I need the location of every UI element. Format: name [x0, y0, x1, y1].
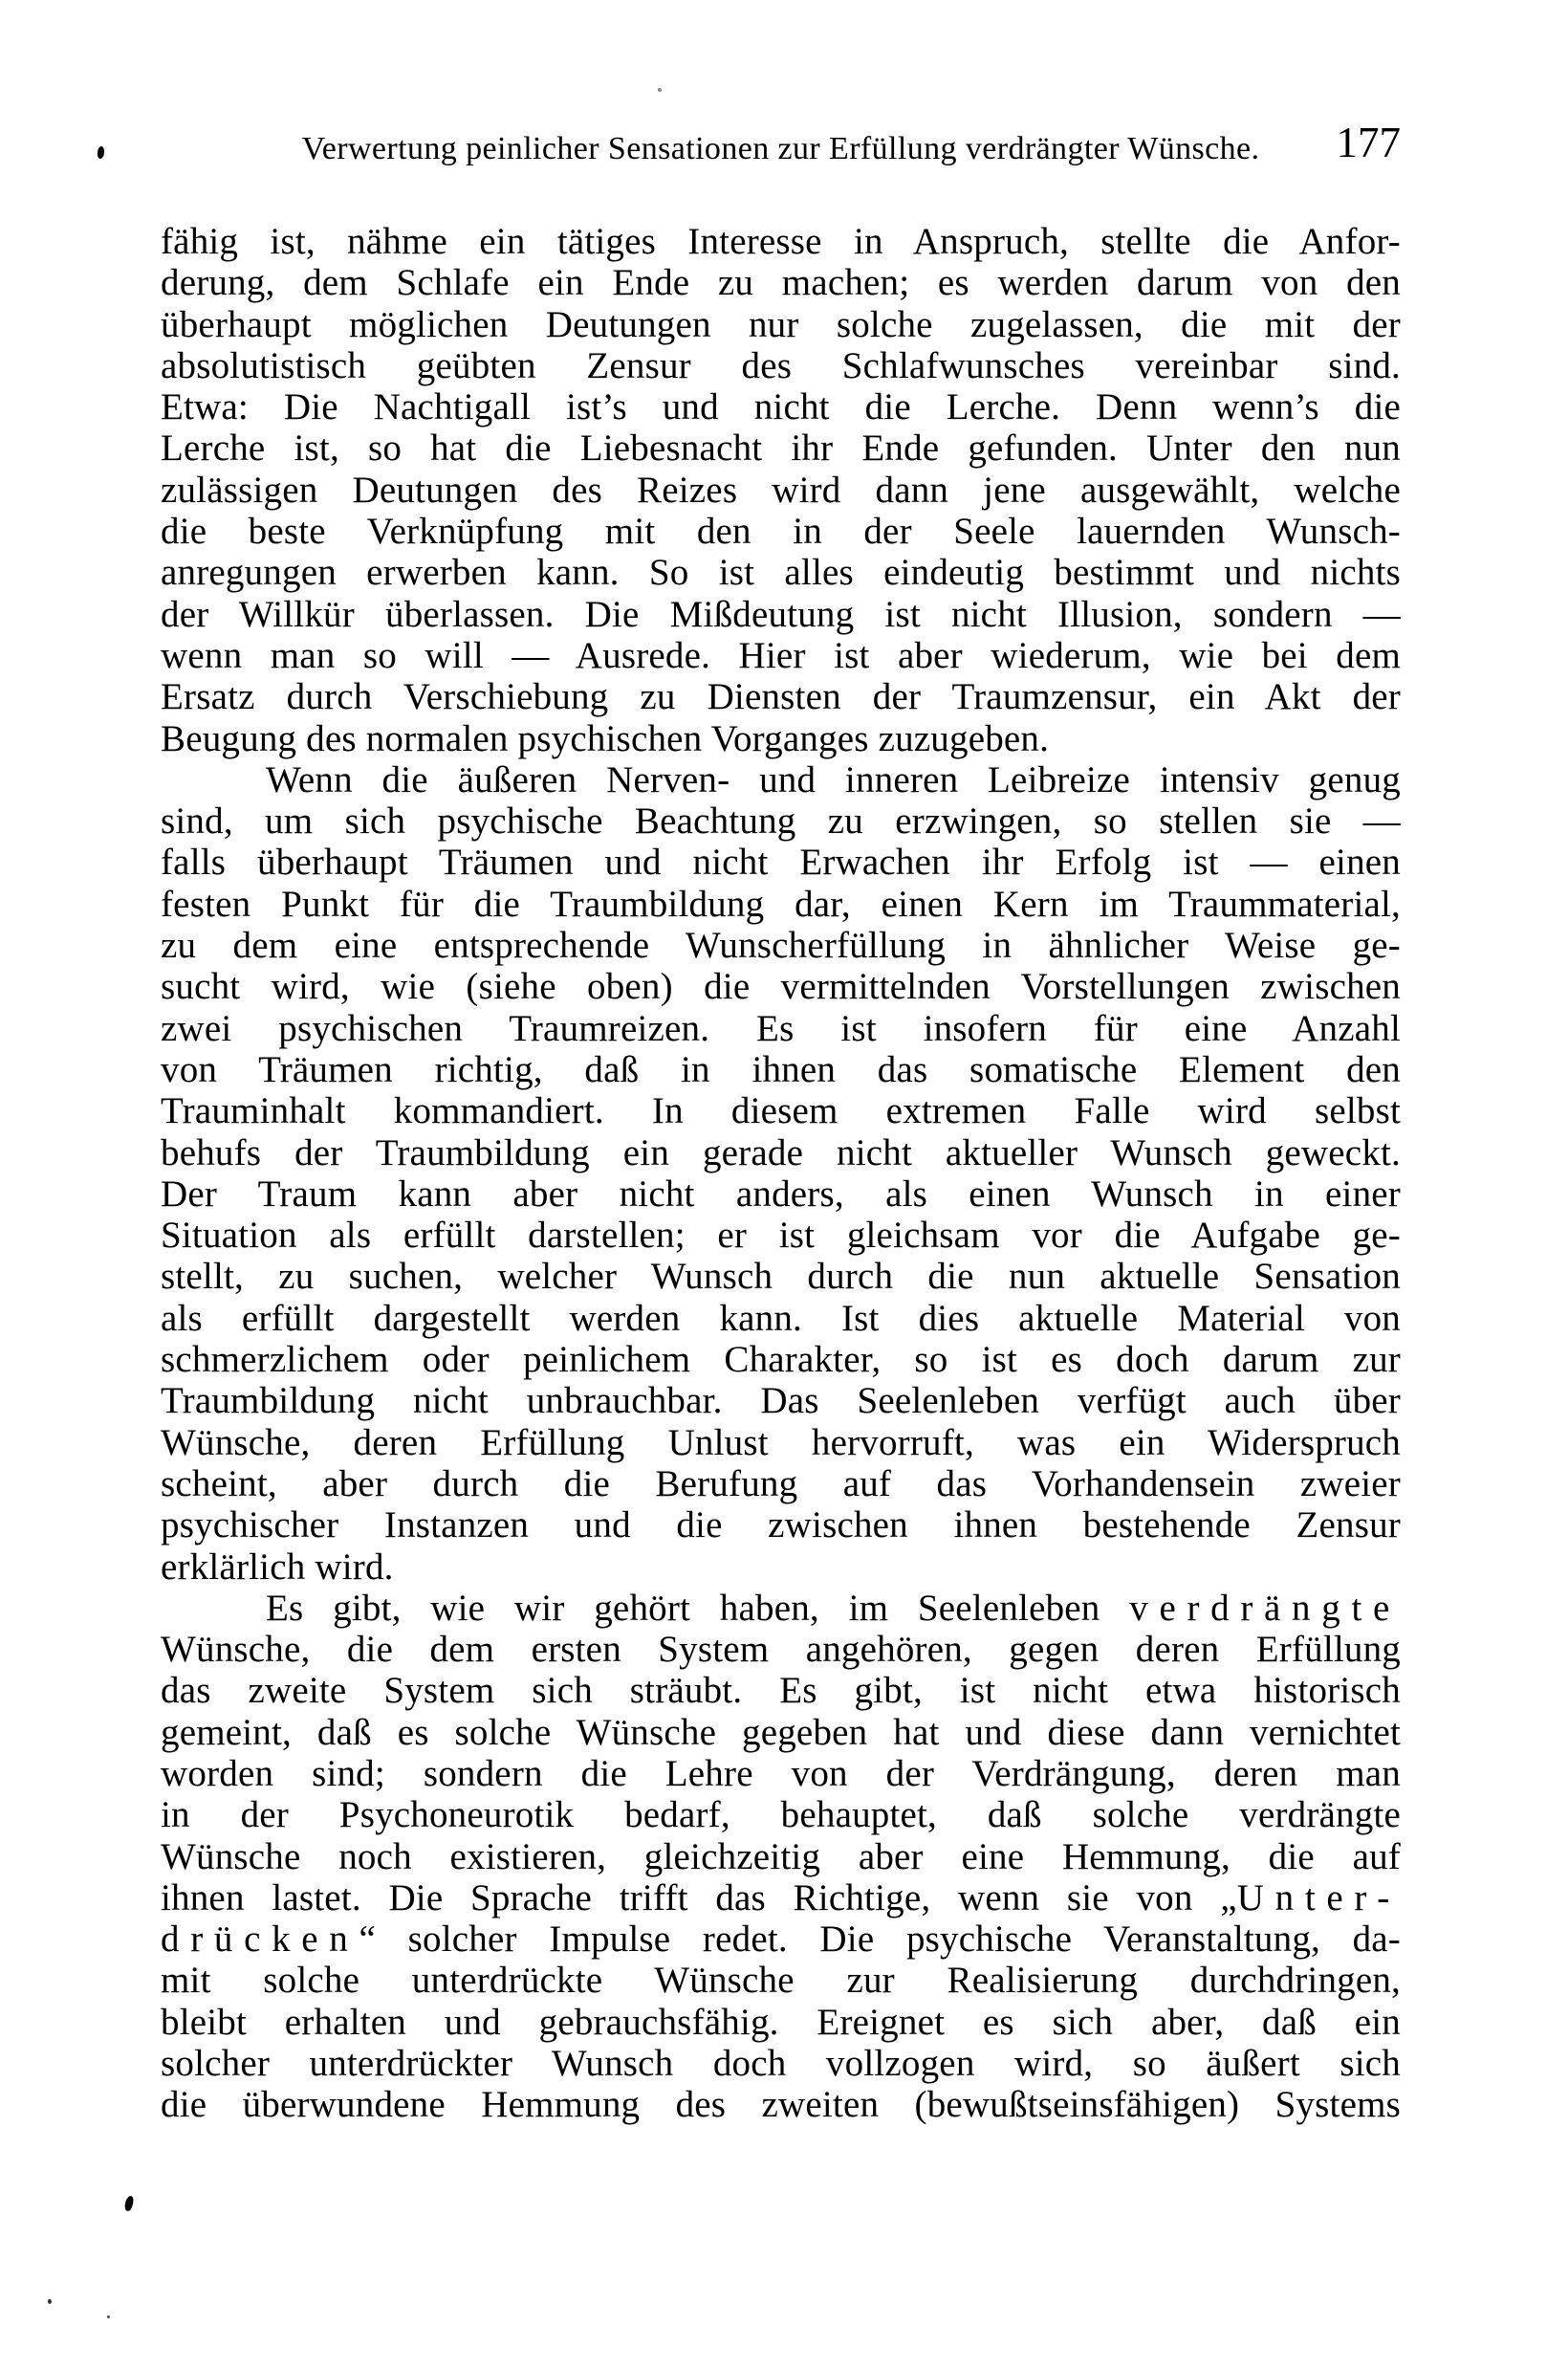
emphasized-spaced-text: verdrängte	[1129, 1587, 1401, 1629]
emphasized-spaced-text: drücken	[161, 1919, 359, 1961]
text-segment: zu dem eine entsprechende Wunscherfüllung in ähnlicher Weise ge-	[161, 925, 1401, 967]
page-body	[161, 221, 1401, 2126]
text-line	[161, 1960, 1401, 2001]
text-line	[161, 2002, 1401, 2043]
text-line	[161, 511, 1401, 552]
text-line	[161, 1008, 1401, 1049]
text-segment: mit solche unterdrückte Wünsche zur Realisierung durchdringen,	[161, 1960, 1401, 2002]
text-line	[161, 1753, 1401, 1794]
text-segment: Wünsche noch existieren, gleichzeitig aber eine Hemmung, die auf	[161, 1835, 1401, 1877]
text-segment: gemeint, daß es solche Wünsche gegeben hat und diese dann vernichtet	[161, 1711, 1401, 1753]
text-segment: stellt, zu suchen, welcher Wunsch durch die nun aktuelle Sensation	[161, 1256, 1401, 1298]
text-line	[161, 1712, 1401, 1753]
text-line	[161, 800, 1401, 842]
emphasized-spaced-text: Unter-	[1236, 1876, 1401, 1919]
text-line	[161, 2084, 1401, 2125]
text-line	[161, 1298, 1401, 1339]
text-segment: anregungen erwerben kann. So ist alles eindeutig bestimmt und nichts	[161, 552, 1401, 594]
text-line	[161, 552, 1401, 593]
text-line	[161, 842, 1401, 883]
text-segment: Wenn die äußeren Nerven- und inneren Leibreize intensiv genug	[266, 758, 1401, 800]
text-segment: zwei psychischen Traumreizen. Es ist insofern für eine Anzahl	[161, 1007, 1401, 1049]
text-segment: Trauminhalt kommandiert. In diesem extremen Falle wird selbst	[161, 1090, 1401, 1132]
text-segment: Traumbildung nicht unbrauchbar. Das Seelenleben verfügt auch über	[161, 1380, 1401, 1422]
running-header-title: Verwertung peinlicher Sensationen zur Erfüllung verdrängter Wünsche.	[301, 131, 1260, 166]
scan-speck	[48, 2299, 52, 2304]
text-segment: scheint, aber durch die Berufung auf das Vorhandensein zweier	[161, 1462, 1401, 1504]
text-segment: Ersatz durch Verschiebung zu Diensten der Traumzensur, ein Akt der	[161, 676, 1401, 718]
text-line	[161, 1877, 1401, 1919]
text-line	[161, 1504, 1401, 1546]
text-segment: “ solcher Impulse redet. Die psychische Veranstaltung, da-	[359, 1919, 1401, 1961]
text-segment: Der Traum kann aber nicht anders, als einen Wunsch in einer	[161, 1173, 1401, 1215]
text-segment: als erfüllt dargestellt werden kann. Ist dies aktuelle Material von	[161, 1297, 1401, 1339]
text-line	[161, 925, 1401, 966]
text-segment: derung, dem Schlafe ein Ende zu machen; es werden darum von den	[161, 262, 1401, 304]
text-segment: die überwundene Hemmung des zweiten (bewußtseinsfähigen) Systems	[161, 2084, 1401, 2126]
running-header	[161, 119, 1401, 171]
text-line	[161, 718, 1401, 759]
text-line	[161, 304, 1401, 345]
scan-speck	[107, 2315, 110, 2318]
text-segment: erklärlich wird.	[161, 1546, 394, 1588]
text-segment: die beste Verknüpfung mit den in der Seele lauernden Wunsch-	[161, 511, 1401, 553]
text-line	[161, 594, 1401, 635]
text-line	[161, 470, 1401, 511]
text-segment: worden sind; sondern die Lehre von der Verdrängung, deren man	[161, 1752, 1401, 1794]
text-line	[161, 386, 1401, 428]
text-segment: absolutistisch geübten Zensur des Schlafwunsches vereinbar sind.	[161, 344, 1401, 386]
text-line	[161, 345, 1401, 386]
text-segment: Situation als erfüllt darstellen; er ist gleichsam vor die Aufgabe ge-	[161, 1215, 1401, 1257]
text-line	[161, 1463, 1401, 1504]
text-segment: der Willkür überlassen. Die Mißdeutung ist nicht Illusion, sondern —	[161, 593, 1401, 635]
text-line	[161, 1794, 1401, 1835]
scan-speck	[97, 146, 105, 160]
text-segment: Etwa: Die Nachtigall ist’s und nicht die Lerche. Denn wenn’s die	[161, 386, 1401, 428]
text-segment: Es gibt, wie wir gehört haben, im Seelenleben	[266, 1587, 1130, 1629]
scan-speck	[124, 2195, 135, 2211]
text-segment: sucht wird, wie (siehe oben) die vermittelnden Vorstellungen zwischen	[161, 966, 1401, 1008]
text-segment: von Träumen richtig, daß in ihnen das somatische Element den	[161, 1048, 1401, 1090]
text-line	[161, 262, 1401, 303]
text-line	[161, 759, 1401, 800]
text-line	[161, 884, 1401, 925]
text-segment: falls überhaupt Träumen und nicht Erwachen ihr Erfolg ist — einen	[161, 842, 1401, 884]
text-segment: Beugung des normalen psychischen Vorganges zuzugeben.	[161, 717, 1050, 759]
text-line	[161, 1422, 1401, 1463]
text-segment: Wünsche, deren Erfüllung Unlust hervorruft, was ein Widerspruch	[161, 1421, 1401, 1463]
text-line	[161, 676, 1401, 717]
text-line	[161, 1919, 1401, 1960]
text-line	[161, 1090, 1401, 1131]
text-line	[161, 1049, 1401, 1090]
text-line	[161, 1173, 1401, 1215]
text-line	[161, 1546, 1401, 1588]
text-line	[161, 1215, 1401, 1256]
text-segment: festen Punkt für die Traumbildung dar, einen Kern im Traummaterial,	[161, 883, 1401, 925]
text-line	[161, 635, 1401, 676]
text-line	[161, 1380, 1401, 1421]
text-line	[161, 1836, 1401, 1877]
text-segment: sind, um sich psychische Beachtung zu erzwingen, so stellen sie —	[161, 800, 1401, 843]
text-segment: psychischer Instanzen und die zwischen ihnen bestehende Zensur	[161, 1504, 1401, 1546]
text-segment: überhaupt möglichen Deutungen nur solche zugelassen, die mit der	[161, 303, 1401, 345]
text-segment: Lerche ist, so hat die Liebesnacht ihr Ende gefunden. Unter den nun	[161, 428, 1401, 470]
text-segment: fähig ist, nähme ein tätiges Interesse in Anspruch, stellte die Anfor-	[161, 221, 1401, 262]
text-segment: ihnen lastet. Die Sprache trifft das Richtige, wenn sie von „	[161, 1876, 1237, 1919]
text-segment: schmerzlichem oder peinlichem Charakter, so ist es doch darum zur	[161, 1339, 1401, 1381]
text-line	[161, 221, 1401, 262]
text-segment: bleibt erhalten und gebrauchsfähig. Ereignet es sich aber, daß ein	[161, 2001, 1401, 2043]
text-line	[161, 1256, 1401, 1297]
text-segment: zulässigen Deutungen des Reizes wird dann jene ausgewählt, welche	[161, 469, 1401, 511]
text-segment: in der Psychoneurotik bedarf, behauptet, daß solche verdrängte	[161, 1794, 1401, 1836]
text-segment: wenn man so will — Ausrede. Hier ist aber wiederum, wie bei dem	[161, 634, 1401, 676]
text-line	[161, 966, 1401, 1007]
text-line	[161, 1339, 1401, 1380]
text-line	[161, 428, 1401, 469]
text-segment: das zweite System sich sträubt. Es gibt, ist nicht etwa historisch	[161, 1670, 1401, 1712]
text-line	[161, 1629, 1401, 1670]
text-segment: solcher unterdrückter Wunsch doch vollzogen wird, so äußert sich	[161, 2043, 1401, 2085]
text-line	[161, 1670, 1401, 1711]
text-line	[161, 1132, 1401, 1173]
page-number: 177	[1336, 119, 1401, 166]
text-segment: behufs der Traumbildung ein gerade nicht aktueller Wunsch geweckt.	[161, 1131, 1401, 1173]
scan-speck	[658, 88, 662, 92]
text-line	[161, 2043, 1401, 2084]
text-line	[161, 1588, 1401, 1629]
text-segment: Wünsche, die dem ersten System angehören, gegen deren Erfüllung	[161, 1629, 1401, 1671]
